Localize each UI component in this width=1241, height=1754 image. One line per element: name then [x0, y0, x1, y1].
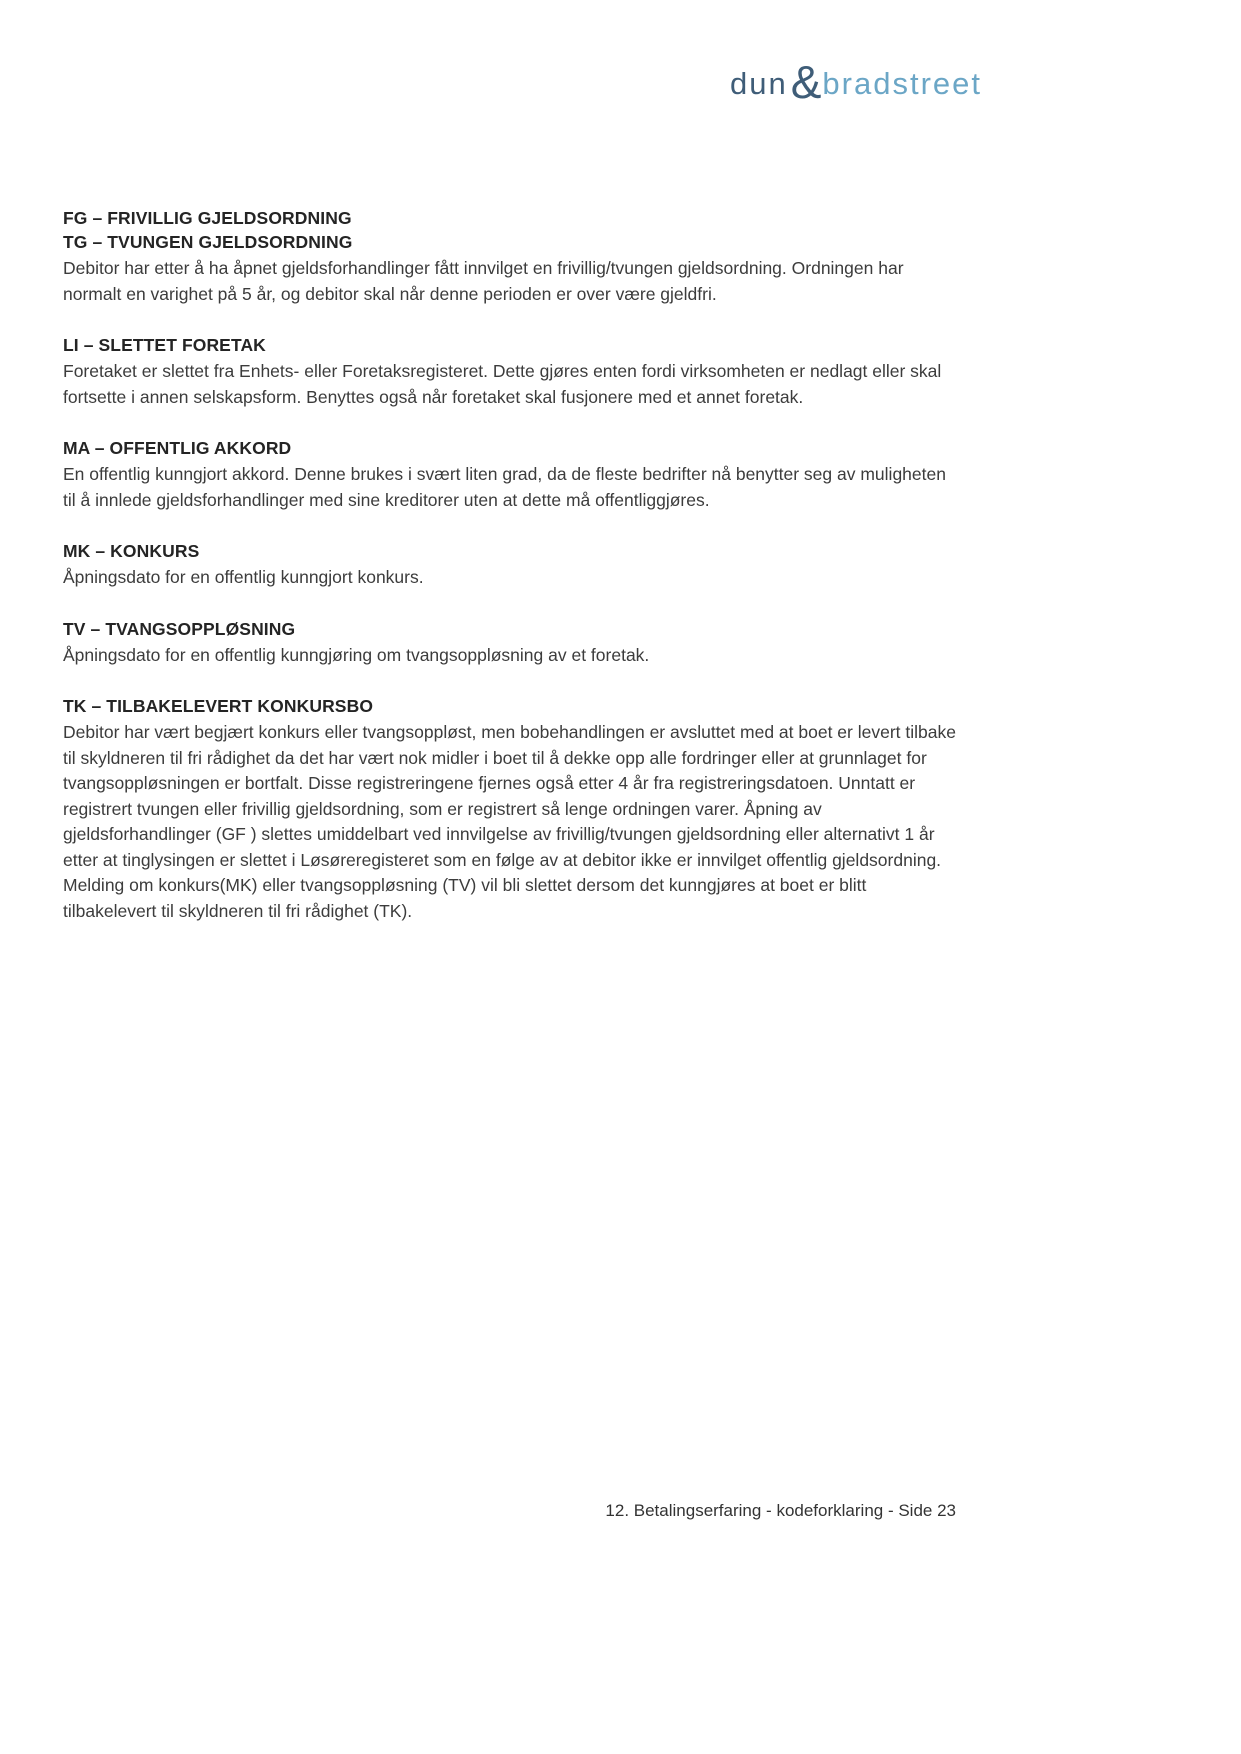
section-body: Debitor har vært begjært konkurs eller tvangsoppløst, men bobehandlingen er avsluttet med at boet er levert tilbake til skyldneren til fri rådighet da det har vært nok midler i boet til å dekke opp alle fordringer eller at grunnlaget for tvangsoppløsningen er bortfalt. Disse registreringene fjernes også etter 4 år fra registreringsdatoen. Unntatt er registrert tvungen eller frivillig gjeldsordning, som er registrert så lenge ordningen varer. Åpning av gjeldsforhandlinger (GF ) slettes umiddelbart ved innvilgelse av frivillig/tvungen gjeldsordning eller alternativt 1 år etter at tinglysingen er slettet i Løsøreregisteret som en følge av at debitor ikke er innvilget offentlig gjeldsordning. Melding om konkurs(MK) eller tvangsoppløsning (TV) vil bli slettet dersom det kunngjøres at boet er blitt tilbakelevert til skyldneren til fri rådighet (TK). [63, 722, 956, 921]
section-mk [63, 539, 956, 591]
section-li [63, 333, 956, 410]
section-tv [63, 617, 956, 669]
section-heading: TV – TVANGSOPPLØSNING [63, 618, 296, 639]
logo-word-bradstreet: bradstreet [822, 66, 982, 101]
section-body: Åpningsdato for en offentlig kunngjort konkurs. [63, 567, 424, 587]
dun-bradstreet-logo: dun & bradstreet [730, 56, 982, 108]
section-heading: TK – TILBAKELEVERT KONKURSBO [63, 696, 374, 716]
section-heading: MA – OFFENTLIG AKKORD [63, 438, 292, 458]
page-content [63, 206, 956, 950]
section-body: Foretaket er slettet fra Enhets- eller Foretaksregisteret. Dette gjøres enten fordi virksomheten er nedlagt eller skal fortsette i annen selskapsform. Benyttes også når foretaket skal fusjonere med et annet foretak. [63, 361, 942, 407]
section-heading: MK – KONKURS [63, 541, 200, 561]
page-footer: 12. Betalingserfaring - kodeforklaring - Side 23 [605, 1501, 956, 1520]
section-heading: TG – TVUNGEN GJELDSORDNING [63, 232, 353, 252]
logo-word-dun: dun [730, 66, 788, 101]
section-heading: LI – SLETTET FORETAK [63, 335, 266, 355]
section-tk [63, 694, 956, 924]
section-fg-tg [63, 206, 956, 307]
section-heading: FG – FRIVILLIG GJELDSORDNING [63, 208, 352, 228]
section-ma [63, 436, 956, 513]
section-body: Åpningsdato for en offentlig kunngjøring om tvangsoppløsning av et foretak. [63, 644, 650, 665]
section-body: En offentlig kunngjort akkord. Denne brukes i svært liten grad, da de fleste bedrifter nå benytter seg av muligheten til å innlede gjeldsforhandlinger med sine kreditorer uten at dette må offentliggjøres. [63, 464, 946, 510]
section-body: Debitor har etter å ha åpnet gjeldsforhandlinger fått innvilget en frivillig/tvungen gjeldsordning. Ordningen har normalt en varighet på 5 år, og debitor skal når denne perioden er over være gjeldfri. [63, 258, 904, 304]
